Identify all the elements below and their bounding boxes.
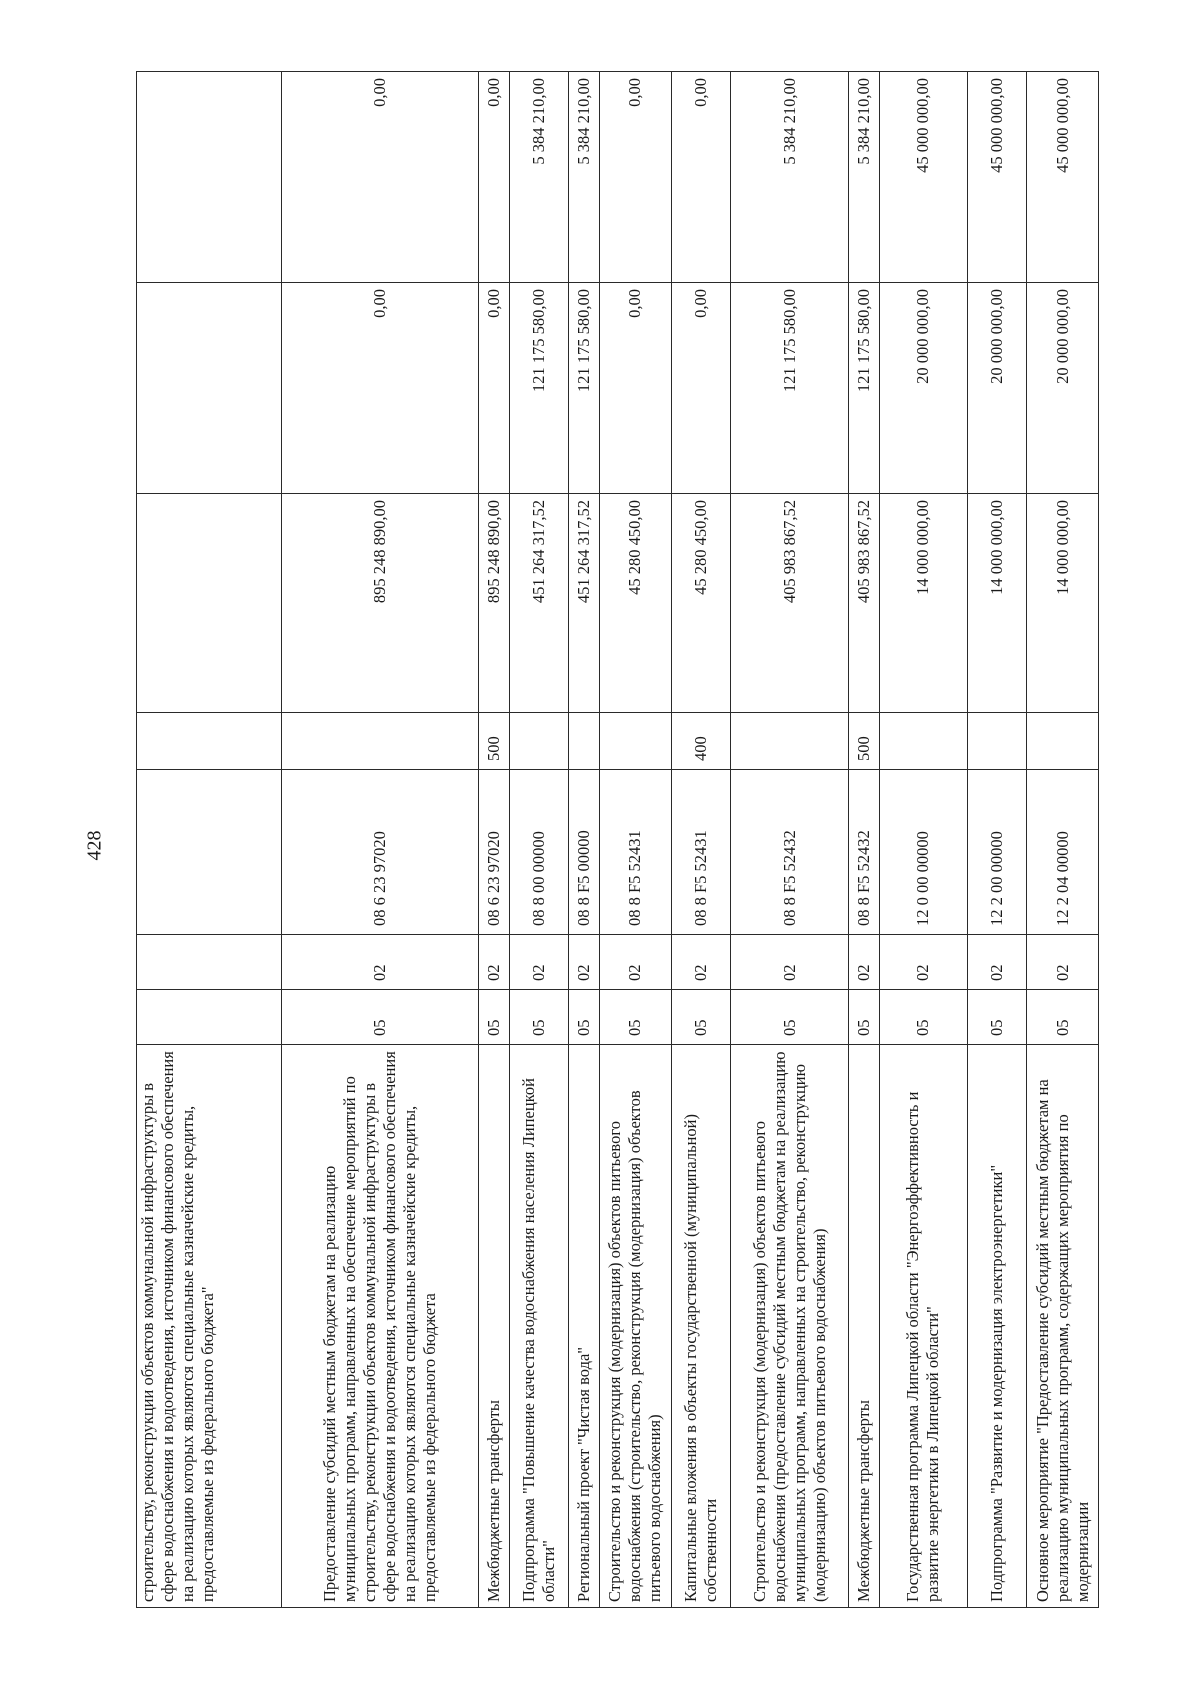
sum-year-3-cell: 0,00 [671,72,730,283]
sum-year-2-cell: 20 000 000,00 [880,283,968,494]
budget-table-body [137,72,1099,1608]
target-code-cell: 08 8 F5 52432 [849,770,880,935]
ministry-code-cell: 05 [1027,990,1099,1045]
target-code-cell: 08 6 23 97020 [478,770,509,935]
table-row [568,72,599,1608]
sum-year-2-cell: 121 175 580,00 [849,283,880,494]
ministry-code-cell: 05 [478,990,509,1045]
row-name-cell: строительству, реконструкции объектов коммунальной инфраструктуры в сфере водоснабжения и водоотведения, источником финансового обеспечения на реализацию которых являются специальные казначейские кредиты, предоставляемые из федерального бюджета" [137,1045,282,1608]
sum-year-3-cell: 5 384 210,00 [509,72,568,283]
section-code-cell: 02 [281,935,478,990]
section-code-cell: 02 [849,935,880,990]
expense-type-cell [281,713,478,770]
table-row [730,72,849,1608]
sum-year-3-cell: 45 000 000,00 [880,72,968,283]
target-code-cell: 08 8 00 00000 [509,770,568,935]
sum-year-2-cell: 121 175 580,00 [730,283,849,494]
table-row [880,72,968,1608]
sum-year-2-cell: 121 175 580,00 [568,283,599,494]
row-name-cell: Межбюджетные трансферты [478,1045,509,1608]
table-row [967,72,1026,1608]
ministry-code-cell: 05 [849,990,880,1045]
section-code-cell: 02 [730,935,849,990]
row-name-cell: Капитальные вложения в объекты государственной (муниципальной) собственности [671,1045,730,1608]
sum-year-1-cell: 895 248 890,00 [478,494,509,713]
sum-year-3-cell: 0,00 [281,72,478,283]
target-code-cell: 08 8 F5 52431 [599,770,671,935]
sum-year-1-cell: 405 983 867,52 [730,494,849,713]
sum-year-1-cell: 405 983 867,52 [849,494,880,713]
row-name-cell: Строительство и реконструкция (модернизация) объектов питьевого водоснабжения (предоставление субсидий местным бюджетам на реализацию муниципальных программ, направленных на строительство, реконструкцию (модернизацию) объектов питьевого водоснабжения) [730,1045,849,1608]
table-row [281,72,478,1608]
table-row [478,72,509,1608]
expense-type-cell [599,713,671,770]
row-name-cell: Строительство и реконструкция (модернизация) объектов питьевого водоснабжения (строительство, реконструкция (модернизация) объектов питьевого водоснабжения) [599,1045,671,1608]
ministry-code-cell: 05 [281,990,478,1045]
rotated-table-container [136,72,1099,1608]
target-code-cell: 12 2 04 00000 [1027,770,1099,935]
sum-year-2-cell [137,283,282,494]
section-code-cell: 02 [671,935,730,990]
sum-year-1-cell: 451 264 317,52 [509,494,568,713]
table-row [509,72,568,1608]
row-name-cell: Подпрограмма "Повышение качества водоснабжения населения Липецкой области" [509,1045,568,1608]
ministry-code-cell: 05 [730,990,849,1045]
sum-year-1-cell: 45 280 450,00 [599,494,671,713]
sum-year-1-cell: 14 000 000,00 [1027,494,1099,713]
table-row [599,72,671,1608]
target-code-cell: 12 0 00 00000 [880,770,968,935]
expense-type-cell [137,713,282,770]
sum-year-3-cell: 5 384 210,00 [730,72,849,283]
sum-year-2-cell: 0,00 [599,283,671,494]
ministry-code-cell: 05 [880,990,968,1045]
row-name-cell: Подпрограмма "Развитие и модернизация электроэнергетики" [967,1045,1026,1608]
expense-type-cell: 500 [849,713,880,770]
target-code-cell: 08 8 F5 52431 [671,770,730,935]
target-code-cell: 08 8 F5 52432 [730,770,849,935]
sum-year-3-cell: 0,00 [478,72,509,283]
section-code-cell: 02 [478,935,509,990]
target-code-cell: 08 8 F5 00000 [568,770,599,935]
sum-year-2-cell: 0,00 [281,283,478,494]
target-code-cell: 08 6 23 97020 [281,770,478,935]
expense-type-cell [568,713,599,770]
sum-year-2-cell: 0,00 [478,283,509,494]
ministry-code-cell: 05 [599,990,671,1045]
ministry-code-cell: 05 [967,990,1026,1045]
row-name-cell: Межбюджетные трансферты [849,1045,880,1608]
row-name-cell: Региональный проект "Чистая вода" [568,1045,599,1608]
sum-year-3-cell: 0,00 [599,72,671,283]
section-code-cell: 02 [599,935,671,990]
ministry-code-cell: 05 [568,990,599,1045]
section-code-cell: 02 [1027,935,1099,990]
expense-type-cell: 400 [671,713,730,770]
section-code-cell [137,935,282,990]
target-code-cell [137,770,282,935]
sum-year-1-cell: 45 280 450,00 [671,494,730,713]
expense-type-cell [730,713,849,770]
sum-year-1-cell: 895 248 890,00 [281,494,478,713]
expense-type-cell [967,713,1026,770]
sum-year-1-cell: 451 264 317,52 [568,494,599,713]
sum-year-3-cell: 5 384 210,00 [568,72,599,283]
section-code-cell: 02 [568,935,599,990]
sum-year-3-cell [137,72,282,283]
ministry-code-cell [137,990,282,1045]
section-code-cell: 02 [880,935,968,990]
sum-year-1-cell: 14 000 000,00 [967,494,1026,713]
budget-table [136,71,1099,1608]
sum-year-3-cell: 45 000 000,00 [967,72,1026,283]
table-row [671,72,730,1608]
expense-type-cell [880,713,968,770]
page-number: 428 [83,830,106,861]
section-code-cell: 02 [967,935,1026,990]
table-row [1027,72,1099,1608]
sum-year-3-cell: 5 384 210,00 [849,72,880,283]
sum-year-2-cell: 20 000 000,00 [1027,283,1099,494]
ministry-code-cell: 05 [671,990,730,1045]
sum-year-3-cell: 45 000 000,00 [1027,72,1099,283]
expense-type-cell [509,713,568,770]
sum-year-2-cell: 0,00 [671,283,730,494]
sum-year-2-cell: 20 000 000,00 [967,283,1026,494]
table-row [849,72,880,1608]
table-row [137,72,282,1608]
row-name-cell: Предоставление субсидий местным бюджетам на реализацию муниципальных программ, направленных на обеспечение мероприятий по строительству, реконструкции объектов коммунальной инфраструктуры в сфере водоснабжения и водоотведения, источником финансового обеспечения на реализацию которых являются специальные казначейские кредиты, предоставляемые из федерального бюджета [281,1045,478,1608]
sum-year-1-cell: 14 000 000,00 [880,494,968,713]
expense-type-cell: 500 [478,713,509,770]
row-name-cell: Основное мероприятие "Предоставление субсидий местным бюджетам на реализацию муниципальных программ, содержащих мероприятия по модернизации [1027,1045,1099,1608]
sum-year-1-cell [137,494,282,713]
sum-year-2-cell: 121 175 580,00 [509,283,568,494]
expense-type-cell [1027,713,1099,770]
section-code-cell: 02 [509,935,568,990]
target-code-cell: 12 2 00 00000 [967,770,1026,935]
ministry-code-cell: 05 [509,990,568,1045]
row-name-cell: Государственная программа Липецкой области "Энергоэффективность и развитие энергетики в Липецкой области" [880,1045,968,1608]
